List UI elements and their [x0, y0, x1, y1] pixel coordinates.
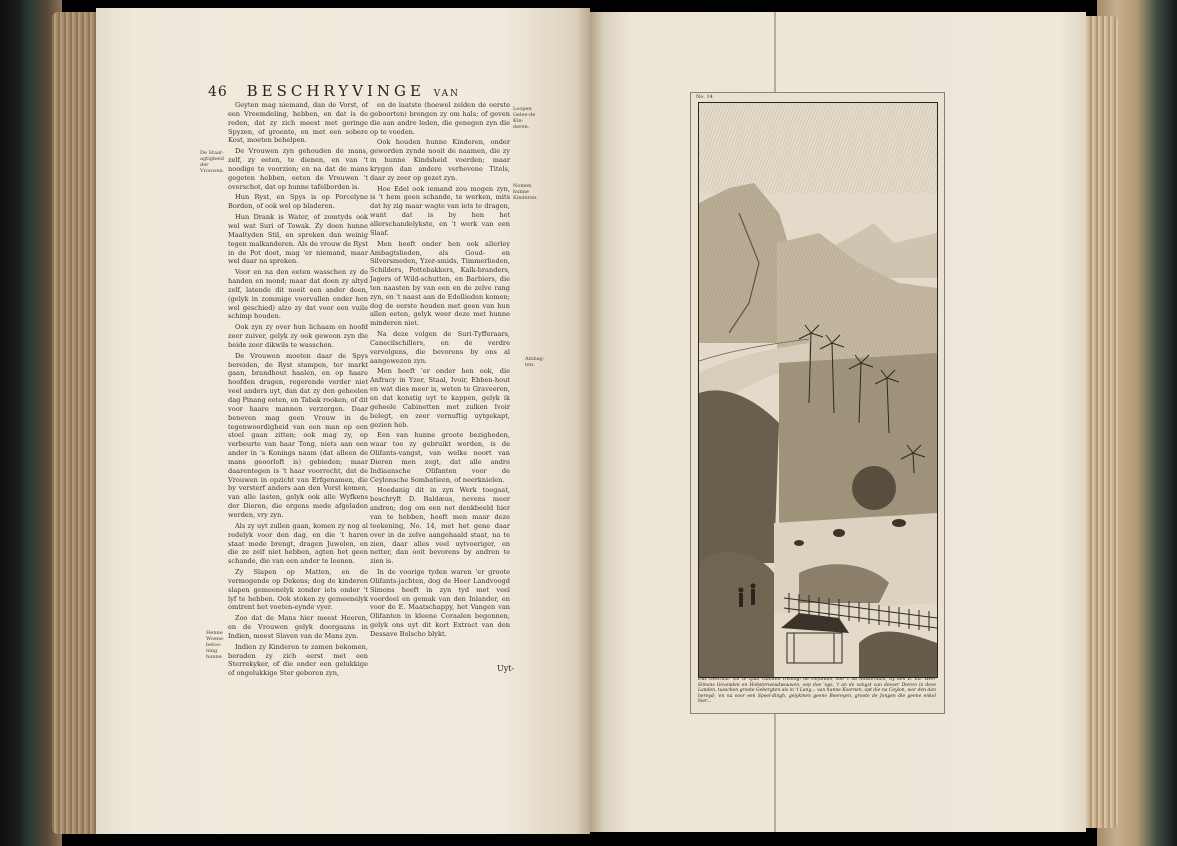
- paragraph: Men heeft onder hen ook allerley Ambagtslieden, als Goud- en Silversmeden, Yzer-smids, Timmerlieden, Schilders, Pottebakkers, Kalk-branders, Jagers of Wild-schutten, en Barbiers, die ten naasten by van een en de zelve rang zyn, en 't naast aan de Edellieden komen; dog de eerste houden met geen van hun allen eeten, gelyk weer deze met hunne minderen niet.: [370, 239, 510, 328]
- page-number: 46: [208, 84, 228, 100]
- paragraph: Indien zy Kinderen te zamen bekomen, beraden zy zich eerst met een Sterrekyker, of die onder een gelukkige of ongelukkige Ster geboren zyn,: [228, 642, 368, 678]
- paragraph: Een van hunne groote bezigheden, waar toe zy gebruikt werden, is de Olifants-vangst, van welke noort van Dieren men zegt, dat alle andre Indiaansche Olifanten voor de Ceylonsche Sombatieen, of neerknielen.: [370, 431, 510, 484]
- paragraph: Zy Slapen op Matten, en de vermogende op Dekens; dog de kinderen slapen gemeenelyk zonder iets onder 't lyf te hebben. Ook stoken zy gemeenelyk omtrent het voeten-eynde vyer.: [228, 568, 368, 612]
- paragraph: Men heeft 'er onder hen ook, die Anfracy in Yzer, Staal, Ivoir, Ebben-hout en wat dies meer is, weten te Graveeren, en dat konstig uyt te kappen, gelyk ik geheele Cabinetten met zulken Ivoir belegt, en zeer vernuftig uytgekapt, gezien heb.: [370, 367, 510, 429]
- catchword: Uyt-: [497, 664, 515, 673]
- paragraph: Geyten mag niemand, dan de Vorst, of een Vreemdeling, hebben, en dat is de reden, dat zy zich meest met geringe Spyzen, of groente, en met een sobere Kost, moeten behelpen.: [228, 101, 368, 145]
- paragraph: Hun Drank is Water, of zomtyds ook wel wat Suri of Towak. Zy doen hunne Maaltyden Stil, en spreken dan weinig tegen malkanderen. Als de vrouw de Ryst in de Pot doet, mag 'er niemand, maar wel daar na spreken.: [228, 213, 368, 266]
- page-stack-right: [1082, 16, 1118, 828]
- plate-number: No. 14: [696, 94, 713, 100]
- text-column-2: [370, 101, 510, 641]
- paragraph: De Vrouwen moeten daar de Spys bereiden, de Ryst stampen, ter markt gaan, brandhout haalen, en op haare hoofden dragen, regerende verder niet veel anders uyt, dan dat zy den geheelen dag Pinang eeten, en Tabak rooken, of dit voor haare mannen verzorgen. Daar beneven mag geen Vrouw in de tegenwoordigheid van een man op een stoel gaan zitten; ook mag zy, op verbeurte van haar Tong, niets aan een ander in 's Konings naam (dat alleen de mans geoorloft is) gebieden; maar daarentegen is 't haar voorrecht, dat de Vrouwen in opzicht van Erfgenamen, die by versterf anders aan den Vorst komen, van alle lasten, gelyk ook alle Wyfkens der Dieren, die ergens mede afgeladen werden, vry zyn.: [228, 351, 368, 519]
- engraving-elephant-hunt-landscape: [698, 102, 938, 678]
- running-head-van: VAN: [433, 89, 461, 99]
- paragraph: Na deze volgen de Suri-Tyfferaars, Canecilschillers, en de verdre vervolgens, die bevorens by ons al aangewezen zyn.: [370, 330, 510, 365]
- paragraph: In de voorige tyden waren 'er groote Olifants-jachten, dog de Heer Landvoogd Simons heeft in zyn tyd met veel voordeel en gemak van den Inlander, en voor de E. Maatschappy, het Vangen van Olifanten in kleene Coraalen begonnen, gelyk ons uyt dit kort Extract van den Dessave Bolscho blykt.: [370, 568, 510, 638]
- paragraph: Als zy uyt zullen gaan, komen zy nog al redelyk voor den dag, en die 't haren staat mede brengt, dragen Juwelen, en die ze zelf niet hebben, agten het geen schande, die van een ander te leenen.: [228, 521, 368, 566]
- paragraph: Hun Ryst, en Spys is op Porcelyne Borden, of ook wel op bladeren.: [228, 193, 368, 211]
- text-column-1: [228, 101, 368, 680]
- running-head-title: BESCHRYVINGE: [246, 82, 425, 100]
- margin-note: Ambag-ten.: [525, 356, 545, 368]
- running-head: [208, 82, 460, 100]
- margin-note: Loopen Gelee-de Kin-deren.: [513, 106, 536, 130]
- plate-caption: Dus Geschild. Vol te Quar Guinten trelling: de Olifanten, soo 't na Amsterdam, by den E. Ed. Heer Simons Gevonden en Hobsterwoudwouwen, oop doe 'ogs, 't an de vangst van deeser Dieren in deze Landen, tusschen groote Gebergten als in 't Lang... van hunne Koornen, opt die na Ceylon, wor den dan bereyd; 'en na voor een Speel-dingh, gelykmen geene Boereyen, groote de Jongen die geene enkel hier...: [698, 677, 936, 705]
- margin-note: Nomen hunne Kinderen.: [513, 183, 538, 201]
- paragraph: Hoedanig dit in zyn Werk toegaat, beschryft D. Baldæus, nevens meer andren; dog om een net denkbeeld hier van te hebben, heeft men maar deze teekening, No. 14, met het gene daar over in de zelve aangehaald staat, na te zien, daar alles veel uytvoeriger, en netter, dan ooit bevorens by andren te zien is.: [370, 486, 510, 566]
- paragraph: Ook houden hunne Kinderen, onder geworden zynde nooit de naamen, die zy in hunne Kindsheid voerden; maar krygen dan andere verhevene Titels, daar zy zeer op gezet zyn.: [370, 138, 510, 182]
- paragraph: en de laatste (hoewel zelden de eerste geboorten) brengen zy om hals; of geven die aan andre leden, die genegen zyn die op te voeden.: [370, 101, 510, 136]
- paragraph: De Vrouwen zyn gehouden de mans, zelf, zy eeten, te dienen, en van 't noodige te voorzien; en na dat de mans gegeten hebben, eeten de Vrouwen 't overschot, dat op hunne tafelborden is.: [228, 147, 368, 191]
- paragraph: Voor en na den eeten wasschen zy de handen en mond; maar dat doen zy altyd zelf, latende dit nooit een ander doen, (gelyk in zommige voorvallen onder hen wel geschied) alzo zy dat voor een vuile schimp houden.: [228, 268, 368, 321]
- margin-note: Henne Woens-beloo-ning hunne: [206, 630, 225, 660]
- paragraph: Hoe Edel ook iemand zou mogen zyn, is 't hem geen schande, te werken, mits dat hy zig maar wagte van iets te dragen, want dat is by hen het allerschandelykste, en 't werk van een Slaaf.: [370, 184, 510, 237]
- paragraph: Zoo dat de Mans hier meest Heeren, en de Vrouwen gelyk doorgaans in Indien, meest Slaven van de Mans zyn.: [228, 614, 368, 640]
- paragraph: Ook zyn zy over hun lichaam en hoofd zeer zuiver, gelyk zy ook gewoon zyn die beide zeer dikwils te wasschen.: [228, 323, 368, 349]
- margin-note: De Staat-agtigheid der Vrouwen.: [200, 150, 225, 174]
